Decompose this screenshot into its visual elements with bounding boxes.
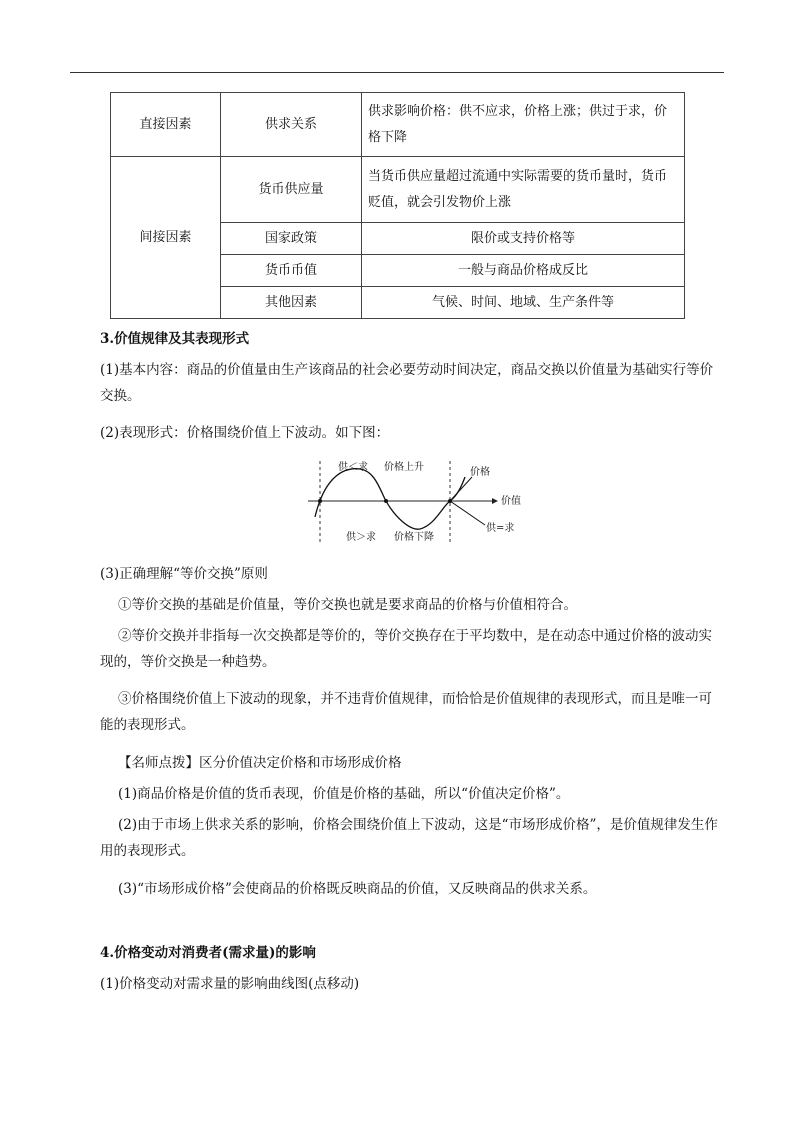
tip-p1: (1)商品价格是价值的货币表现，价值是价格的基础，所以“价值决定价格”。 — [118, 786, 570, 802]
cell-row-desc: 限价或支持价格等 — [362, 223, 685, 255]
cell-direct-factor: 直接因素 — [111, 93, 221, 157]
section3-p1: (1)基本内容：商品的价值量由生产该商品的社会必要劳动时间决定，商品交换以价值量为基础实行等价交换。 — [100, 362, 714, 404]
cell-supply-demand: 供求关系 — [221, 93, 362, 157]
section4-heading: 4.价格变动对消费者(需求量)的影响 — [100, 945, 316, 961]
tip-heading: 【名师点拨】区分价值决定价格和市场形成价格 — [118, 755, 402, 771]
cell-row-desc: 一般与商品价格成反比 — [362, 255, 685, 287]
cell-row-desc: 气候、时间、地域、生产条件等 — [362, 287, 685, 319]
section3-p3: (3)正确理解“等价交换”原则 — [100, 566, 268, 582]
cell-row-name: 货币币值 — [221, 255, 362, 287]
section4-p1: (1)价格变动对需求量的影响曲线图(点移动) — [100, 976, 360, 992]
section3-p2: (2)表现形式：价格围绕价值上下波动。如下图： — [100, 425, 390, 441]
cell-supply-demand-desc: 供求影响价格：供不应求，价格上涨；供过于求，价格下降 — [362, 93, 685, 157]
price-wave-curve — [315, 469, 465, 529]
section3-heading: 3.价值规律及其表现形式 — [100, 331, 250, 347]
section3-p5: ②等价交换并非指每一次交换都是等价的，等价交换存在于平均数中，是在动态中通过价格的波动实现的，等价交换是一种趋势。 — [100, 628, 712, 670]
intersection-dot — [448, 499, 452, 503]
intersection-dot — [318, 499, 322, 503]
intersection-dot — [384, 499, 388, 503]
tip-p2: (2)由于市场上供求关系的影响，价格会围绕价值上下波动，这是“市场形成价格”，是价值规律发生作用的表现形式。 — [100, 817, 718, 859]
price-pointer-line — [450, 477, 472, 501]
label-price-down: 价格下降 — [394, 532, 434, 543]
label-price: 价格 — [470, 467, 490, 478]
section3-p6: ③价格围绕价值上下波动的现象，并不违背价值规律，而恰恰是价值规律的表现形式，而且是唯一可能的表现形式。 — [100, 691, 712, 733]
cell-row-name: 货币供应量 — [221, 157, 362, 223]
section3-p4: ①等价交换的基础是价值量，等价交换也就是要求商品的价格与价值相符合。 — [118, 597, 577, 613]
label-price-up: 价格上升 — [384, 462, 424, 473]
cell-row-name: 其他因素 — [221, 287, 362, 319]
supply-eq-pointer-line — [450, 501, 485, 525]
price-value-wave-figure — [300, 455, 540, 550]
price-factors-table — [110, 92, 685, 319]
cell-row-name: 国家政策 — [221, 223, 362, 255]
value-axis-arrow — [492, 498, 498, 504]
label-supply-more: 供＞求 — [346, 532, 376, 543]
cell-row-desc: 当货币供应量超过流通中实际需要的货币量时，货币贬值，就会引发物价上涨 — [362, 157, 685, 223]
header-rule — [70, 72, 724, 73]
label-supply-less: 供＜求 — [338, 462, 368, 473]
label-supply-eq: 供=求 — [486, 523, 515, 534]
cell-indirect-factor: 间接因素 — [111, 157, 221, 319]
tip-p3: (3)“市场形成价格”会使商品的价格既反映商品的价值，又反映商品的供求关系。 — [118, 881, 597, 897]
label-value: 价值 — [501, 496, 521, 507]
